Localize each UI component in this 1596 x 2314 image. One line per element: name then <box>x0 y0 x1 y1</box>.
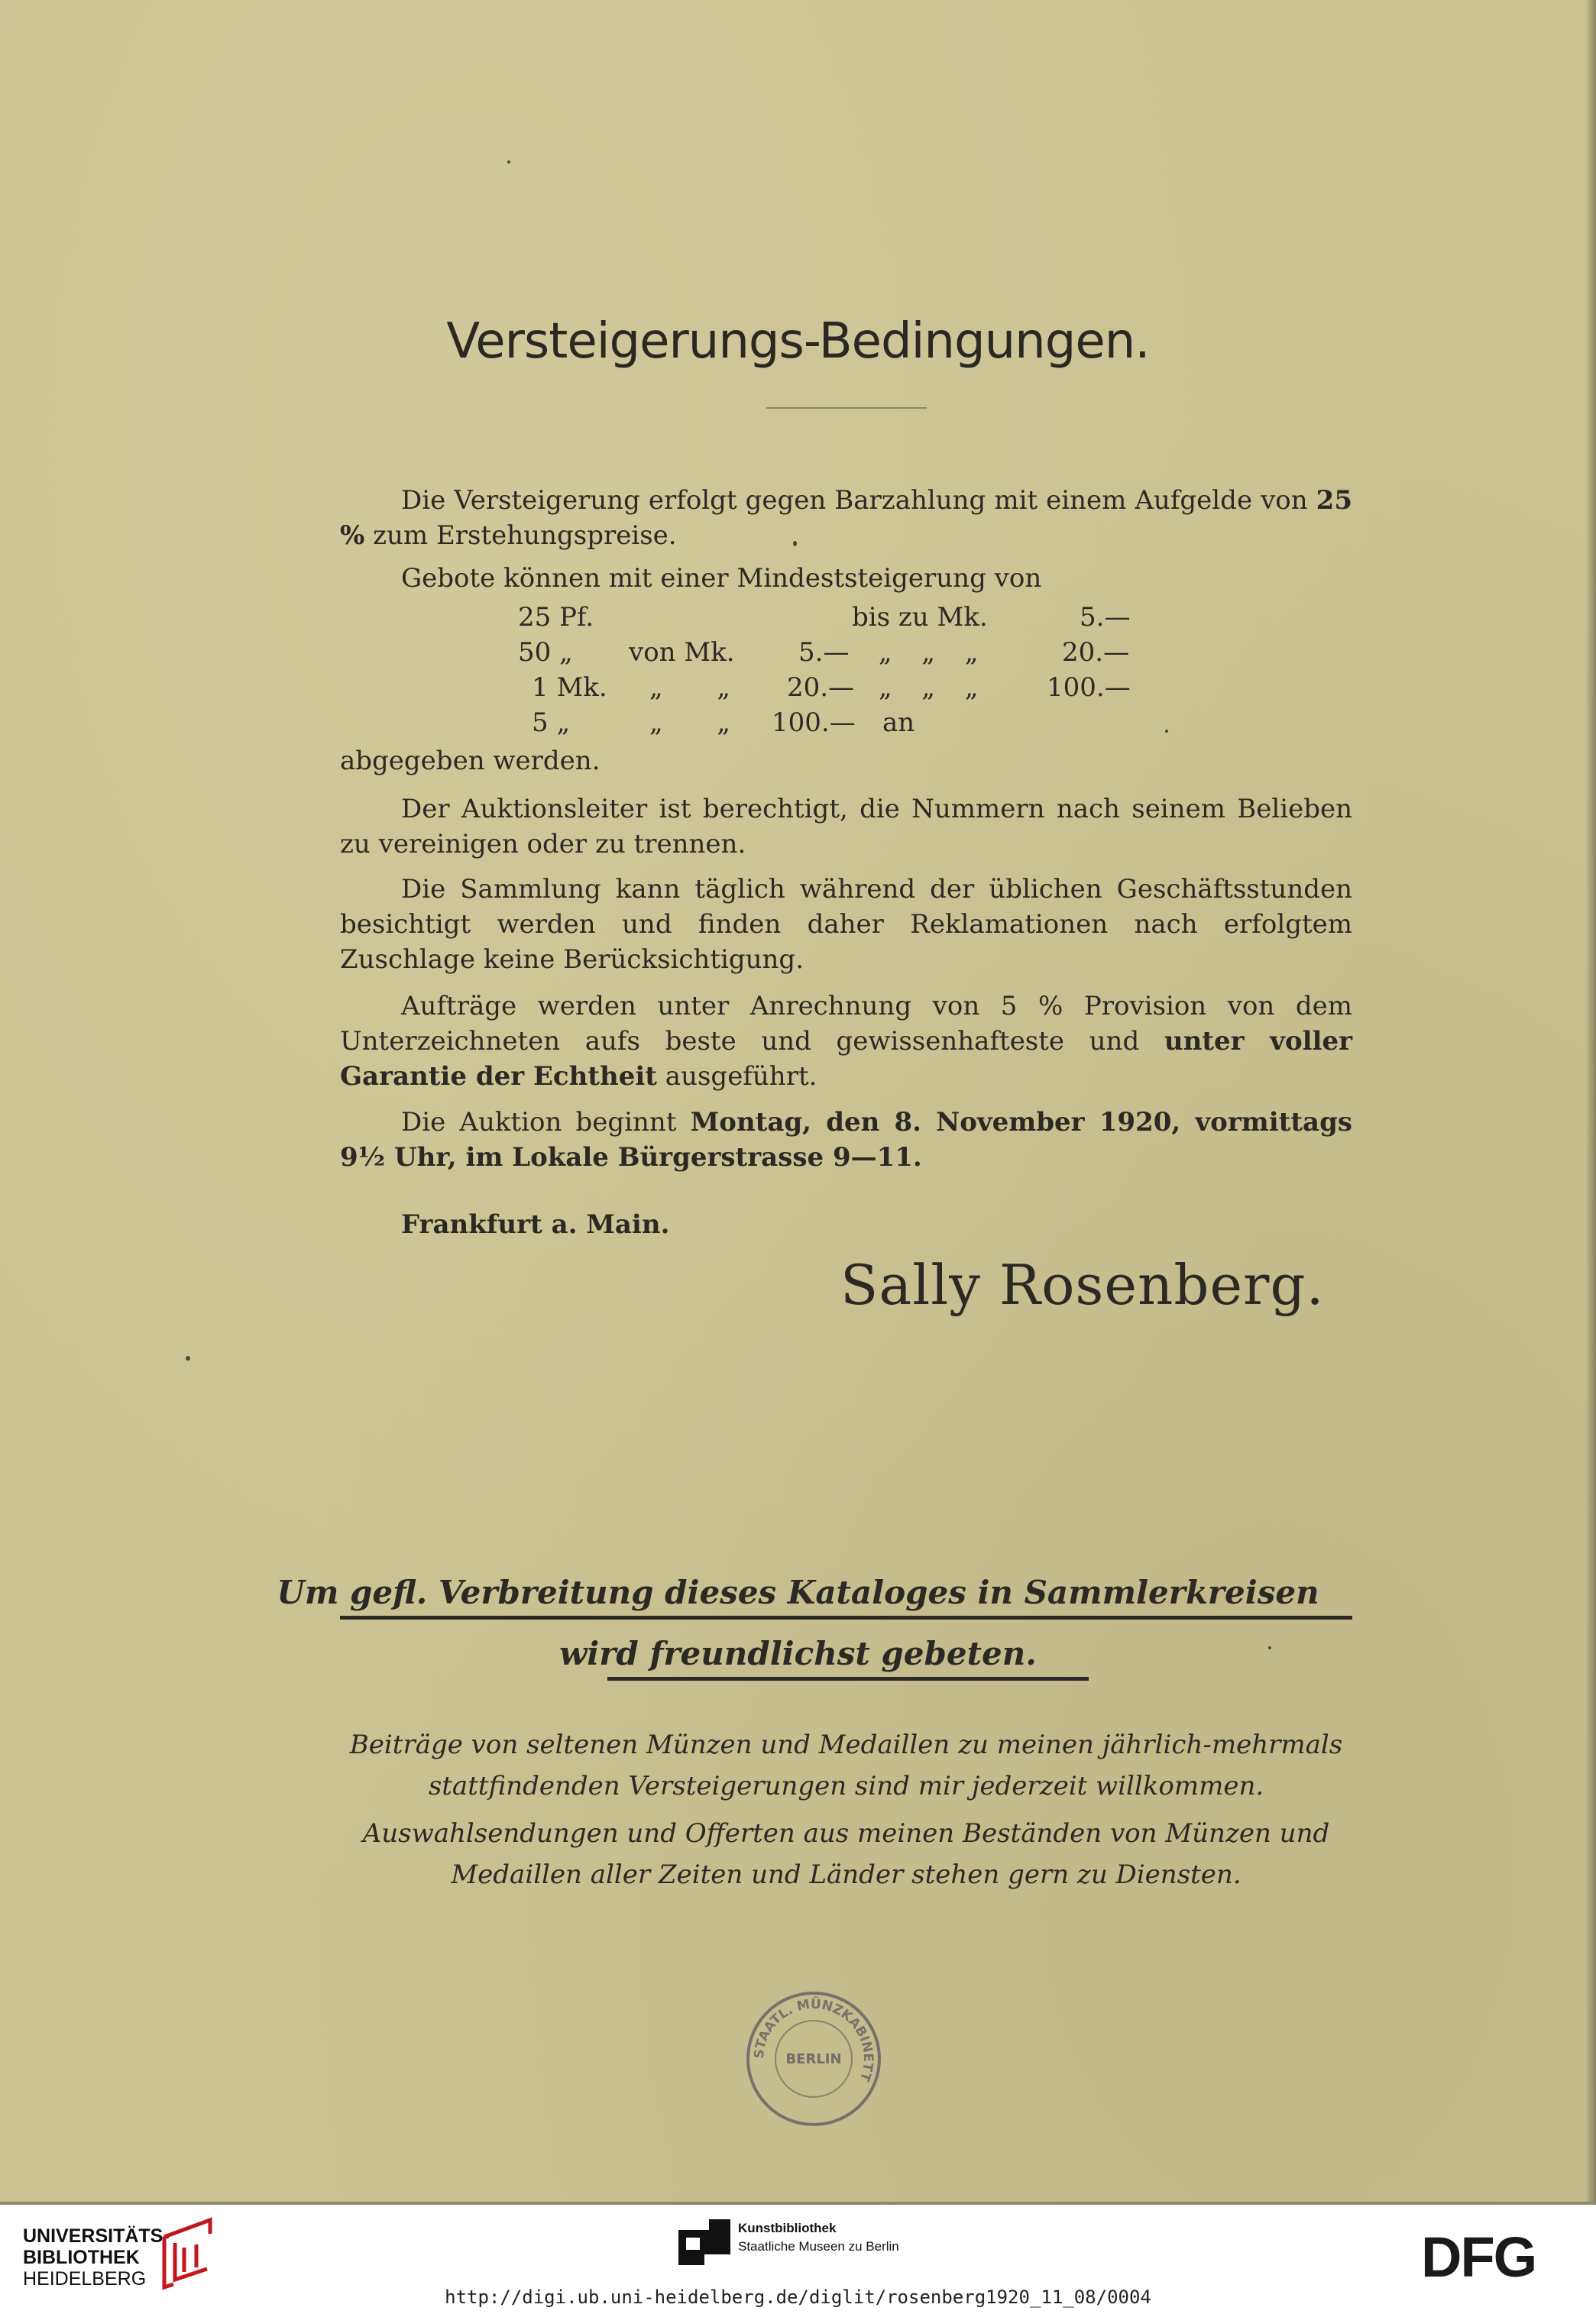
dfg-logo[interactable]: DFG <box>1421 2225 1536 2289</box>
paragraph-viewing: Die Sammlung kann täglich während der üblichen Geschäftsstunden besichtigt werden und finden daher Reklamationen nach erfolgtem Zuschlage keine Berücksichtigung. <box>340 874 1352 975</box>
auction-date-location: Montag, den 8. November 1920, vormittags 9½ Uhr, im Lokale Bürgerstrasse 9—11. <box>340 1107 1352 1173</box>
paragraph-commissions <box>340 989 1352 1094</box>
ub-heidelberg-logo-icon <box>157 2214 225 2293</box>
document-title: Versteigerungs-Bedingungen. <box>446 313 1150 370</box>
ub-line-2: BIBLIOTHEK <box>23 2247 140 2268</box>
paragraph-payment-suffix: zum Erstehungspreise. <box>364 520 677 551</box>
paragraph-bids-outro: abgegeben werden. <box>340 746 601 776</box>
paper-speck <box>1165 730 1168 733</box>
signature: Sally Rosenberg. <box>840 1253 1325 1317</box>
paragraph-commissions-suffix: ausgeführt. <box>657 1061 817 1092</box>
premium-percent: 25 % <box>340 485 1352 551</box>
table-cell: von Mk. <box>629 637 735 668</box>
table-cell: an <box>882 707 915 738</box>
paragraph-commissions-prefix: Aufträge werden unter Anrechnung von 5 % Provision von dem Unterzeichneten aufs beste und gewissenhafteste und <box>340 991 1352 1057</box>
promo-underline-1 <box>340 1616 1352 1620</box>
paragraph-bids-intro: Gebote können mit einer Mindeststeigerung von <box>401 563 1042 594</box>
paper-speck <box>793 541 797 546</box>
guarantee-text: unter voller Garantie der Echtheit <box>340 1026 1352 1092</box>
paper-speck <box>1268 1646 1271 1649</box>
note-selections: Auswahlsendungen und Offerten aus meinen Beständen von Münzen und Medaillen aller Zeiten und Länder stehen gern zu Diensten. <box>362 1818 1330 1890</box>
table-cell: „ „ „ <box>879 672 989 703</box>
table-cell: 25 Pf. <box>518 602 594 633</box>
table-cell: 1 Mk. <box>532 672 607 703</box>
table-cell: 5.— <box>798 637 850 668</box>
table-cell: 100.— <box>1047 672 1131 703</box>
table-cell: 5 „ <box>532 707 571 738</box>
paragraph-auctioneer: Der Auktionsleiter ist berechtigt, die Nummern nach seinem Belieben zu vereinigen oder zu trennen. <box>340 794 1352 859</box>
paragraph-auction-date <box>340 1105 1352 1175</box>
table-cell: „ „ <box>649 707 754 738</box>
note-contributions: Beiträge von seltenen Münzen und Medaillen zu meinen jährlich-mehrmals stattfindenden Versteigerungen sind mir jederzeit willkommen. <box>349 1730 1343 1801</box>
table-cell: 5.— <box>1080 602 1131 633</box>
paragraph-auction-date-prefix: Die Auktion beginnt <box>401 1107 691 1138</box>
place-line: Frankfurt a. Main. <box>401 1209 670 1240</box>
table-cell: 50 „ <box>518 637 573 668</box>
table-cell: bis zu Mk. <box>852 602 988 633</box>
table-cell: 100.— <box>772 707 856 738</box>
promo-underline-2 <box>607 1677 1089 1681</box>
promo-line-2: wird freundlichst gebeten. <box>559 1635 1037 1672</box>
kunstbibliothek-logo-icon <box>678 2219 730 2265</box>
paper-speck <box>186 1356 190 1361</box>
permalink-url[interactable]: http://digi.ub.uni-heidelberg.de/diglit/rosenberg1920_11_08/0004 <box>445 2286 1151 2308</box>
kunstbibliothek-logo-text[interactable] <box>738 2219 899 2256</box>
table-cell: „ „ <box>649 672 754 703</box>
paragraph-payment <box>340 483 1352 553</box>
paper-speck <box>507 160 510 163</box>
stamp-center-text: BERLIN <box>785 2051 842 2067</box>
stamp-ring-text: STAATL. MÜNZKABINETT <box>751 1996 876 2083</box>
table-cell: 20.— <box>787 672 855 703</box>
ub-line-3: HEIDELBERG <box>23 2268 147 2290</box>
ub-heidelberg-logo-text[interactable] <box>23 2225 170 2290</box>
table-cell: 20.— <box>1062 637 1130 668</box>
ub-line-1: UNIVERSITÄTS- <box>23 2225 170 2247</box>
promo-line-1: Um gefl. Verbreitung dieses Kataloges in Sammlerkreisen <box>277 1574 1319 1611</box>
table-cell: „ „ „ <box>879 637 989 668</box>
museum-stamp <box>741 1986 886 2131</box>
paragraph-payment-prefix: Die Versteigerung erfolgt gegen Barzahlung mit einem Aufgelde von <box>401 485 1308 516</box>
kb-line-2: Staatliche Museen zu Berlin <box>738 2239 899 2254</box>
title-rule <box>766 407 927 409</box>
kb-line-1: Kunstbibliothek <box>738 2221 837 2235</box>
